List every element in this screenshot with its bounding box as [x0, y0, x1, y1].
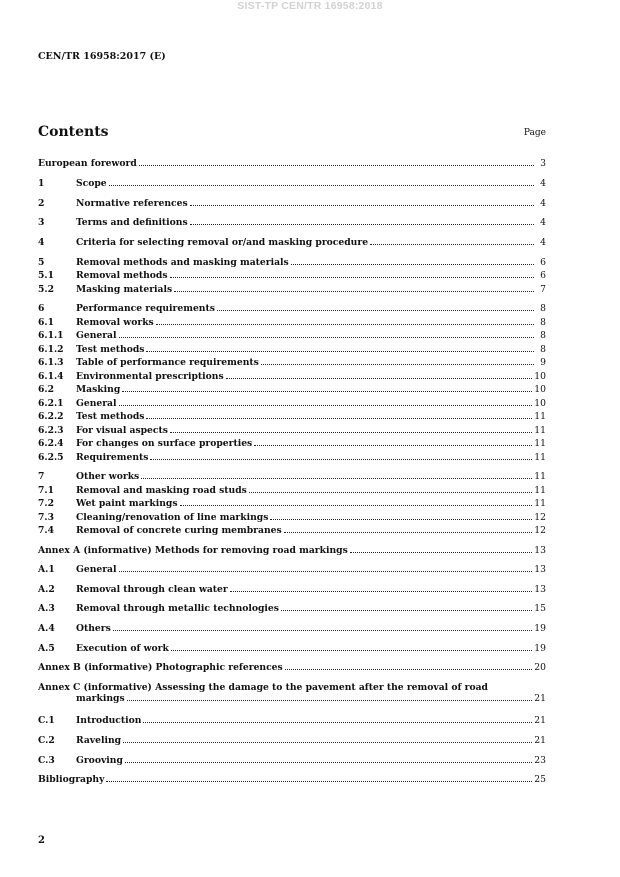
toc-entry[interactable] — [38, 411, 546, 422]
toc-entry-number: 5 — [38, 257, 45, 268]
toc-entry-title: Introduction — [76, 715, 142, 726]
dot-leader — [174, 291, 534, 292]
toc-entry-number: 2 — [38, 198, 45, 209]
toc-entry-number: A.2 — [38, 584, 55, 595]
toc-entry-number: 7 — [38, 471, 45, 482]
toc-entry-title: Test methods — [76, 344, 145, 355]
toc-entry[interactable] — [38, 371, 546, 382]
toc-entry-number: A.1 — [38, 564, 55, 575]
toc-entry-page: 8 — [540, 303, 546, 314]
toc-entry-number: 6.1.4 — [38, 371, 64, 382]
dot-leader — [261, 364, 534, 365]
toc-entry[interactable] — [38, 545, 546, 556]
toc-entry-title: Others — [76, 623, 111, 634]
dot-leader — [119, 405, 533, 406]
document-id-header: CEN/TR 16958:2017 (E) — [38, 51, 166, 62]
toc-entry-title: For visual aspects — [76, 425, 168, 436]
toc-entry-page: 10 — [534, 398, 546, 409]
toc-entry-title: Removal of concrete curing membranes — [76, 525, 282, 536]
toc-entry-number: 7.3 — [38, 512, 54, 523]
toc-entry-page: 15 — [534, 603, 546, 614]
dot-leader — [106, 781, 532, 782]
toc-entry-page: 7 — [540, 284, 546, 295]
toc-entry-page: 8 — [540, 317, 546, 328]
toc-entry[interactable] — [38, 525, 546, 536]
toc-entry-page: 21 — [534, 715, 546, 726]
toc-entry-number: 7.1 — [38, 485, 54, 496]
toc-entry-title: Masking materials — [76, 284, 173, 295]
toc-entry[interactable] — [38, 498, 546, 509]
toc-entry-number: 6.1.1 — [38, 330, 64, 341]
toc-entry-title: Normative references — [76, 198, 188, 209]
toc-entry-number: 7.2 — [38, 498, 54, 509]
dot-leader — [190, 205, 534, 206]
toc-entry-number: C.1 — [38, 715, 55, 726]
toc-entry-page: 12 — [534, 525, 546, 536]
toc-entry-page: 3 — [540, 158, 546, 169]
dot-leader — [123, 742, 532, 743]
toc-entry-title: General — [76, 330, 117, 341]
toc-entry-page: 11 — [534, 485, 546, 496]
toc-entry-page: 10 — [534, 371, 546, 382]
toc-entry-title: markings — [76, 693, 125, 704]
toc-entry[interactable] — [38, 512, 546, 523]
toc-entry-number: 5.2 — [38, 284, 54, 295]
toc-entry-title: Annex A (informative) Methods for removing road markings — [38, 545, 348, 556]
dot-leader — [139, 165, 534, 166]
toc-entry[interactable] — [38, 344, 546, 355]
page-column-label: Page — [523, 128, 546, 138]
toc-entry-title: General — [76, 564, 117, 575]
toc-entry-title: Performance requirements — [76, 303, 215, 314]
toc-entry-page: 11 — [534, 471, 546, 482]
toc-entry-title: Scope — [76, 178, 107, 189]
toc-entry-number: 6.2.4 — [38, 438, 64, 449]
toc-entry[interactable] — [38, 357, 546, 368]
toc-entry[interactable] — [38, 485, 546, 496]
toc-entry-title: Raveling — [76, 735, 122, 746]
toc-entry-title: General — [76, 398, 117, 409]
toc-entry[interactable] — [38, 715, 546, 726]
toc-entry[interactable] — [38, 564, 546, 575]
dot-leader — [146, 418, 532, 419]
toc-entry[interactable] — [38, 217, 546, 228]
toc-entry-title: Removal works — [76, 317, 154, 328]
toc-entry-title: Requirements — [76, 452, 149, 463]
dot-leader — [156, 324, 534, 325]
toc-entry-page: 23 — [534, 755, 546, 766]
toc-entry[interactable] — [38, 682, 546, 704]
toc-entry-number: 3 — [38, 217, 45, 228]
dot-leader — [150, 459, 532, 460]
toc-entry[interactable] — [38, 398, 546, 409]
toc-entry[interactable] — [38, 284, 546, 295]
toc-entry[interactable] — [38, 384, 546, 395]
dot-leader — [281, 610, 532, 611]
toc-entry-number: 7.4 — [38, 525, 54, 536]
dot-leader — [249, 492, 532, 493]
dot-leader — [171, 650, 532, 651]
toc-entry-page: 13 — [534, 545, 546, 556]
toc-entry-page: 19 — [534, 643, 546, 654]
toc-entry-number: 4 — [38, 237, 45, 248]
toc-entry-title: For changes on surface properties — [76, 438, 253, 449]
toc-entry-number: 6.1 — [38, 317, 54, 328]
toc-entry-page: 13 — [534, 584, 546, 595]
watermark-text: SIST-TP CEN/TR 16958:2018 — [237, 0, 383, 12]
dot-leader — [190, 224, 534, 225]
toc-entry-page: 21 — [534, 693, 546, 704]
toc-entry[interactable] — [38, 270, 546, 281]
toc-entry-title: Masking — [76, 384, 121, 395]
dot-leader — [230, 591, 533, 592]
toc-entry-title: European foreword — [38, 158, 137, 169]
contents-heading: Contents — [38, 124, 109, 140]
toc-entry-title: Execution of work — [76, 643, 169, 654]
toc-entry-page: 4 — [540, 217, 546, 228]
dot-leader — [226, 378, 533, 379]
toc-entry[interactable] — [38, 158, 546, 169]
toc-entry-title: Criteria for selecting removal or/and masking procedure — [76, 237, 369, 248]
toc-entry-page: 9 — [540, 357, 546, 368]
toc-entry-page: 25 — [534, 774, 546, 785]
toc-entry[interactable] — [38, 438, 546, 449]
toc-entry-page: 4 — [540, 237, 546, 248]
page-number: 2 — [38, 835, 45, 846]
dot-leader — [284, 532, 533, 533]
toc-entry-number: A.4 — [38, 623, 55, 634]
toc-entry-number: 6.2.5 — [38, 452, 64, 463]
toc-entry-number: 6.2.3 — [38, 425, 64, 436]
toc-entry[interactable] — [38, 662, 546, 673]
toc-entry-number: 6 — [38, 303, 45, 314]
toc-entry[interactable] — [38, 237, 546, 248]
dot-leader — [170, 277, 534, 278]
toc-entry-title: Test methods — [76, 411, 145, 422]
toc-entry-page: 11 — [534, 498, 546, 509]
dot-leader — [143, 722, 532, 723]
toc-entry-title: Bibliography — [38, 774, 105, 785]
toc-entry-number: 6.2.2 — [38, 411, 64, 422]
toc-entry-number: 5.1 — [38, 270, 54, 281]
toc-entry-page: 21 — [534, 735, 546, 746]
toc-entry-page: 8 — [540, 344, 546, 355]
toc-entry[interactable] — [38, 425, 546, 436]
toc-entry-page: 11 — [534, 438, 546, 449]
toc-entry-number: 6.2 — [38, 384, 54, 395]
toc-entry[interactable] — [38, 623, 546, 634]
toc-entry-page: 10 — [534, 384, 546, 395]
toc-entry[interactable] — [38, 303, 546, 314]
toc-entry-page: 8 — [540, 330, 546, 341]
toc-entry-title: Grooving — [76, 755, 123, 766]
toc-entry-page: 11 — [534, 425, 546, 436]
toc-entry-page: 13 — [534, 564, 546, 575]
dot-leader — [125, 762, 532, 763]
toc-entry[interactable] — [38, 198, 546, 209]
toc-entry[interactable] — [38, 584, 546, 595]
dot-leader — [119, 571, 533, 572]
dot-leader — [254, 445, 532, 446]
toc-entry-title: Other works — [76, 471, 140, 482]
toc-entry-page: 11 — [534, 452, 546, 463]
toc-entry[interactable] — [38, 755, 546, 766]
toc-entry-page: 11 — [534, 411, 546, 422]
toc-entry[interactable] — [38, 330, 546, 341]
toc-entry[interactable] — [38, 643, 546, 654]
toc-entry-title: Removal through metallic technologies — [76, 603, 279, 614]
toc-entry-number: A.3 — [38, 603, 55, 614]
dot-leader — [170, 432, 532, 433]
toc-entry-title: Removal methods — [76, 270, 168, 281]
toc-entry-page: 4 — [540, 178, 546, 189]
toc-entry-page: 6 — [540, 270, 546, 281]
dot-leader — [270, 519, 532, 520]
dot-leader — [141, 478, 532, 479]
toc-entry-page: 19 — [534, 623, 546, 634]
dot-leader — [109, 185, 534, 186]
toc-entry[interactable] — [38, 452, 546, 463]
toc-entry-number: 1 — [38, 178, 45, 189]
toc-entry-number: A.5 — [38, 643, 55, 654]
dot-leader — [291, 264, 534, 265]
toc-entry-number: C.2 — [38, 735, 55, 746]
toc-entry[interactable] — [38, 257, 546, 268]
dot-leader — [127, 700, 533, 701]
toc-entry-title: Cleaning/renovation of line markings — [76, 512, 269, 523]
toc-entry-title: Annex C (informative) Assessing the damage to the pavement after the removal of road — [38, 682, 488, 693]
toc-entry-number: 6.1.2 — [38, 344, 64, 355]
toc-entry-page: 4 — [540, 198, 546, 209]
toc-entry-number: 6.2.1 — [38, 398, 64, 409]
toc-entry[interactable] — [38, 317, 546, 328]
dot-leader — [180, 505, 533, 506]
toc-entry[interactable] — [38, 774, 546, 785]
toc-entry[interactable] — [38, 735, 546, 746]
toc-entry-title: Removal and masking road studs — [76, 485, 247, 496]
toc-entry-title: Removal methods and masking materials — [76, 257, 289, 268]
toc-entry[interactable] — [38, 178, 546, 189]
dot-leader — [350, 552, 533, 553]
dot-leader — [146, 351, 534, 352]
toc-entry-page: 20 — [534, 662, 546, 673]
toc-entry[interactable] — [38, 603, 546, 614]
toc-entry-title: Environmental prescriptions — [76, 371, 224, 382]
toc-entry-number: C.3 — [38, 755, 55, 766]
dot-leader — [113, 630, 533, 631]
toc-entry-title: Wet paint markings — [76, 498, 178, 509]
toc-entry-title: Annex B (informative) Photographic references — [38, 662, 283, 673]
toc-entry-title: Removal through clean water — [76, 584, 228, 595]
toc-entry[interactable] — [38, 471, 546, 482]
toc-entry-page: 6 — [540, 257, 546, 268]
toc-entry-title: Terms and definitions — [76, 217, 188, 228]
dot-leader — [122, 391, 532, 392]
dot-leader — [285, 669, 533, 670]
toc-entry-title: Table of performance requirements — [76, 357, 259, 368]
toc-entry-number: 6.1.3 — [38, 357, 64, 368]
dot-leader — [217, 310, 534, 311]
toc-entry-page: 12 — [534, 512, 546, 523]
dot-leader — [370, 244, 534, 245]
dot-leader — [119, 337, 534, 338]
